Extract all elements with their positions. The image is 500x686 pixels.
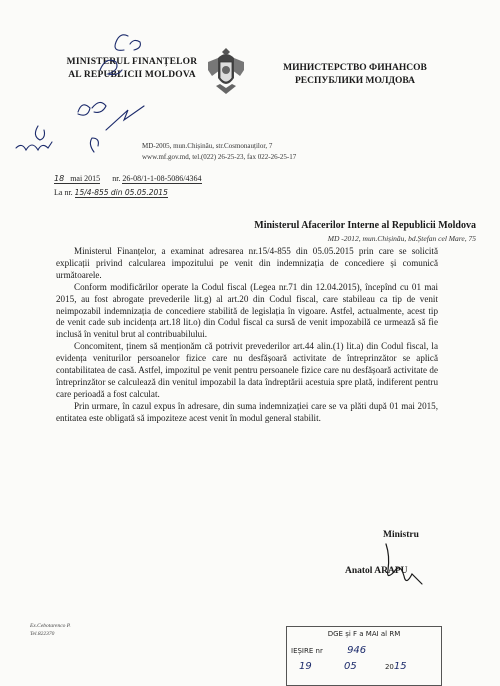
stamp-year-suffix: 15 [393, 661, 407, 672]
body-paragraph-2: Conform modificărilor operate la Codul fiscal (Legea nr.71 din 12.04.2015), începînd cu 01 mai 2015, au fost abrogate prevederile lit.g) al art.20 din Codul fiscal, care stabileau ca tip de venit neimpozabil indemnizația de concediere stabilită de legislația în vigoare. Astfel, actualmente, acest tip de venit cade sub incidența art.18 lit.o) din Codul fiscal ca sursă de venit impozabilă ce urmează să fie inclusă în venitul brut al contribuabilului. [56, 281, 438, 340]
outgoing-registration [54, 174, 284, 183]
ministry-name-ru-line2: РЕСПУБЛИКИ МОЛДОВА [294, 76, 415, 86]
stamp-out-label: IEȘIRE nr [291, 647, 323, 655]
stamp-month: 05 [343, 661, 357, 672]
stamp-out-number: 946 [347, 645, 367, 656]
reg-month: mai 2015 [70, 174, 101, 183]
body-paragraph-4: Prin urmare, în cazul expus în adresare, din suma indemnizației care se va plăti după 01 mai 2015, entitatea este obligată să impoziteze acest venit în modul general stabilit. [56, 400, 438, 423]
ref-value: 15/4-855 din 05.05.2015 [74, 188, 168, 197]
signatory-title: Ministru [383, 530, 419, 540]
body-paragraph-1: Ministerul Finanțelor, a examinat adresarea nr.15/4-855 din 05.05.2015 prin care se solicită explicații privind calcularea impozitului pe venit din indemnizația de concediere și comunică următoarele. [56, 246, 438, 280]
contact-web-phone: www.mf.gov.md, tel.(022) 26-25-23, fax 022-26-25-17 [142, 153, 297, 161]
stamp-title: DGE și F a MAI al RM [327, 630, 401, 638]
reference-line [54, 188, 254, 197]
ministry-contacts [142, 141, 392, 163]
addressee-block [176, 219, 476, 244]
body-paragraph-3: Concomitent, ținem să menționăm că potrivit prevederilor art.44 alin.(1) lit.a) din Codul fiscal, la evidența veniturilor persoanelor fizice care nu desfășoară activitate de întreprinzător se aplică contabilitatea de casă. Astfel, impozitul pe venit pentru persoanele fizice care nu desfășoară activitate de întreprinzător se calculează din venitul impozabil la data îndreptării acestuia spre plată, indiferent pentru care perioadă a fost calculat. [56, 341, 438, 399]
stamp-out-row [291, 645, 437, 656]
stamp-date-row [291, 661, 437, 672]
ministry-name-ru [270, 62, 440, 88]
addressee-name: Ministerul Afacerilor Interne al Republicii Moldova [254, 220, 476, 231]
ministry-name-ro-line1: MINISTERUL FINANȚELOR [66, 57, 198, 67]
registration-stamp [286, 626, 442, 686]
ministry-name-ro-line2: AL REPUBLICII MOLDOVA [68, 70, 196, 80]
ministry-name-ru-line1: МИНИСТЕРСТВО ФИНАНСОВ [283, 63, 427, 73]
stamp-year-prefix: 20 [384, 663, 394, 671]
coat-of-arms-icon [204, 48, 248, 98]
ministry-name-ro [62, 56, 202, 82]
reg-day: 18 [54, 174, 65, 183]
contact-address: MD-2005, mun.Chișinău, str.Cosmonauților, 7 [142, 142, 273, 150]
addressee-address: MD -2012, mun.Chișinău, bd.Ștefan cel Mare, 75 [327, 234, 476, 243]
reg-nr-label: nr. [112, 174, 121, 183]
handwritten-resolution [8, 30, 158, 170]
ref-label: La nr. [54, 188, 73, 197]
executor-phone: Tel.822370 [30, 631, 55, 637]
executor-info [30, 622, 71, 638]
signature-scribble [378, 540, 438, 590]
stamp-day: 19 [299, 661, 312, 672]
signatory-name: Anatol ARAPU [345, 566, 408, 576]
letter-body [56, 246, 438, 425]
executor-name: Ex.Cebotarenco P. [30, 623, 71, 629]
reg-number: 26-08/1-1-08-5086/4364 [122, 174, 202, 183]
